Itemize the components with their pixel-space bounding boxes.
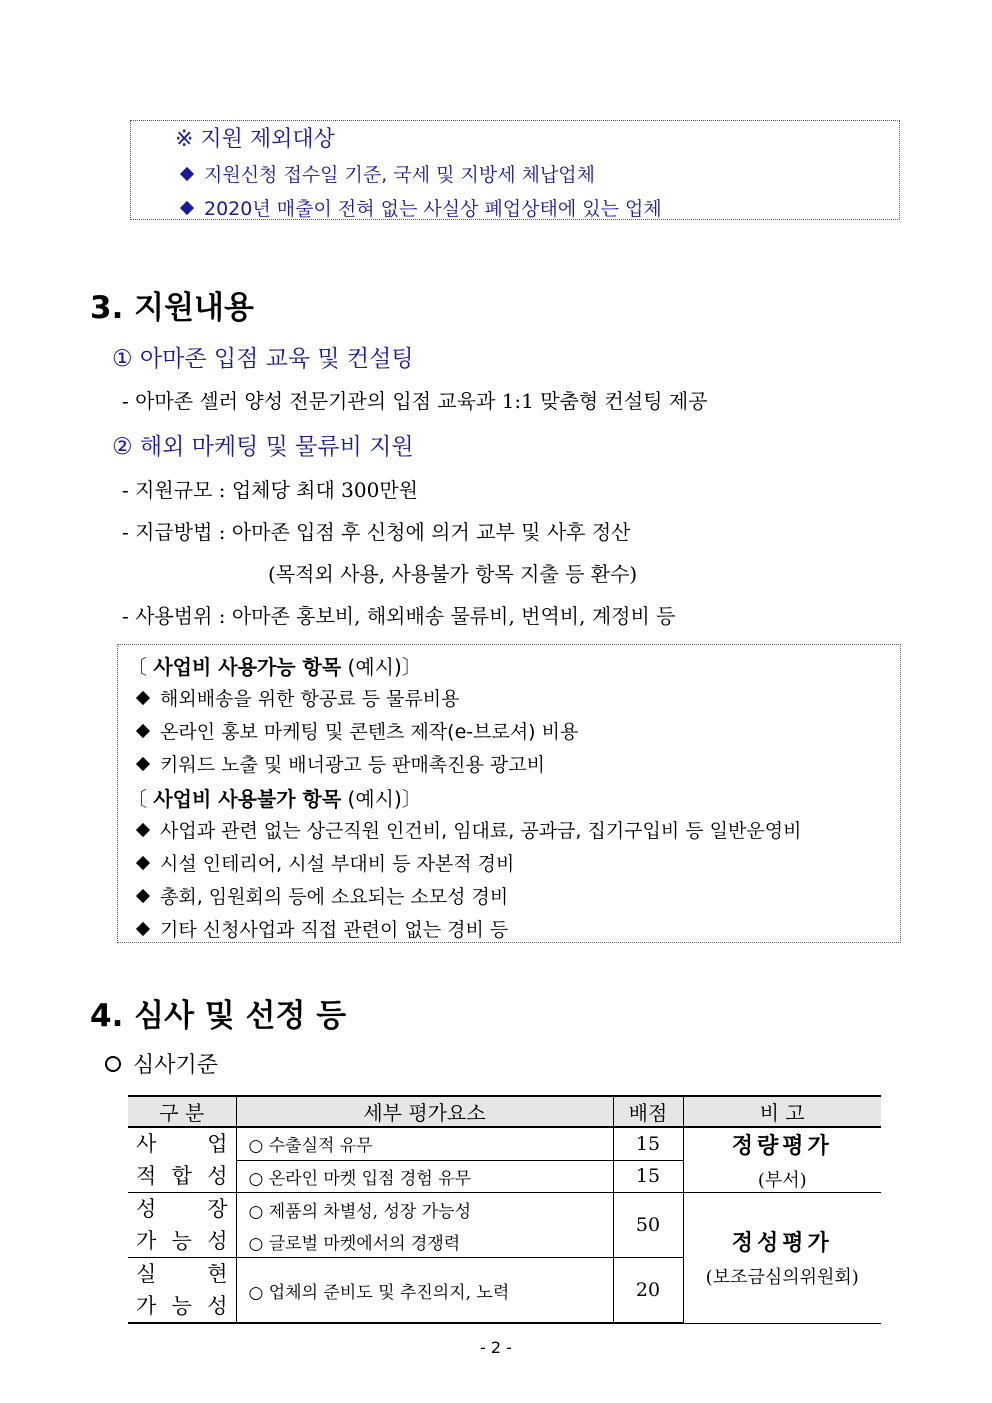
category-cell: 성 장 가 능 성 (128, 1193, 236, 1258)
diamond-bullet-icon (180, 200, 194, 214)
disallowed-items-heading: 〔 사업비 사용불가 항목 (예시)〕 (127, 787, 422, 811)
disallowed-item: 시설 인테리어, 시설 부대비 등 자본적 경비 (138, 849, 514, 876)
score-cell: 15 (613, 1160, 683, 1192)
score-cell: 15 (613, 1127, 683, 1160)
detail-cell: ○ 제품의 차별성, 성장 가능성 (236, 1193, 613, 1226)
detail-cell: ○ 온라인 마켓 입점 경험 유무 (236, 1160, 613, 1192)
category-cell: 실 현 가 능 성 (128, 1258, 236, 1324)
exclusion-item: 2020년 매출이 전혀 없는 사실상 폐업상태에 있는 업체 (182, 194, 662, 221)
note-cell: 정량평가 (부서) (683, 1127, 881, 1193)
page-number: - 2 - (480, 1338, 512, 1357)
diamond-bullet-icon (136, 855, 150, 869)
criteria-table (128, 1095, 881, 1324)
category-cell: 사 업 적 합 성 (128, 1127, 236, 1193)
disallowed-item: 기타 신청사업과 직접 관련이 없는 경비 등 (138, 915, 508, 942)
diamond-bullet-icon (136, 921, 150, 935)
diamond-bullet-icon (180, 166, 194, 180)
header-note: 비 고 (683, 1096, 881, 1127)
allowed-item: 온라인 홍보 마케팅 및 콘텐츠 제작(e-브로셔) 비용 (138, 717, 578, 744)
diamond-bullet-icon (136, 756, 150, 770)
diamond-bullet-icon (136, 690, 150, 704)
disallowed-item: 사업과 관련 없는 상근직원 인건비, 임대료, 공과금, 집기구입비 등 일반운영비 (138, 816, 801, 843)
section-4-heading: 4. 심사 및 선정 등 (90, 998, 347, 1034)
disallowed-item: 총회, 임원회의 등에 소요되는 소모성 경비 (138, 882, 508, 909)
exclusion-item: 지원신청 접수일 기준, 국세 및 지방세 체납업체 (182, 160, 595, 187)
allowed-item: 해외배송을 위한 항공료 등 물류비용 (138, 684, 459, 711)
exclusion-title: ※ 지원 제외대상 (175, 127, 335, 152)
table-row (128, 1193, 881, 1226)
allowed-items-heading: 〔 사업비 사용가능 항목 (예시)〕 (127, 655, 422, 679)
detail-cell: ○ 글로벌 마켓에서의 경쟁력 (236, 1225, 613, 1258)
header-score: 배점 (613, 1096, 683, 1127)
subsection-1-line: - 아마존 셀러 양성 전문기관의 입점 교육과 1:1 맞춤형 컨설팅 제공 (122, 389, 708, 413)
circle-bullet-icon (105, 1056, 121, 1072)
header-category: 구 분 (128, 1096, 236, 1127)
subsection-1-title: ① 아마존 입점 교육 및 컨설팅 (112, 346, 414, 372)
diamond-bullet-icon (136, 888, 150, 902)
diamond-bullet-icon (136, 822, 150, 836)
payment-method-line: - 지급방법 : 아마존 입점 후 신청에 의거 교부 및 사후 정산 (122, 520, 631, 544)
diamond-bullet-icon (136, 723, 150, 737)
table-header-row (128, 1096, 881, 1127)
criteria-title: 심사기준 (105, 1048, 218, 1079)
detail-cell: ○ 업체의 준비도 및 추진의지, 노력 (236, 1258, 613, 1324)
table-row (128, 1127, 881, 1160)
score-cell: 50 (613, 1193, 683, 1258)
score-cell: 20 (613, 1258, 683, 1324)
usage-scope-line: - 사용범위 : 아마존 홍보비, 해외배송 물류비, 번역비, 계정비 등 (122, 604, 676, 628)
payment-method-note: (목적외 사용, 사용불가 항목 지출 등 환수) (268, 562, 638, 586)
detail-cell: ○ 수출실적 유무 (236, 1127, 613, 1160)
note-cell: 정성평가 (보조금심의위원회) (683, 1193, 881, 1324)
allowed-item: 키워드 노출 및 배너광고 등 판매촉진용 광고비 (138, 750, 545, 777)
subsection-2-title: ② 해외 마케팅 및 물류비 지원 (112, 434, 414, 460)
header-detail: 세부 평가요소 (236, 1096, 613, 1127)
support-scale-line: - 지원규모 : 업체당 최대 300만원 (122, 478, 418, 502)
section-3-heading: 3. 지원내용 (90, 290, 254, 326)
